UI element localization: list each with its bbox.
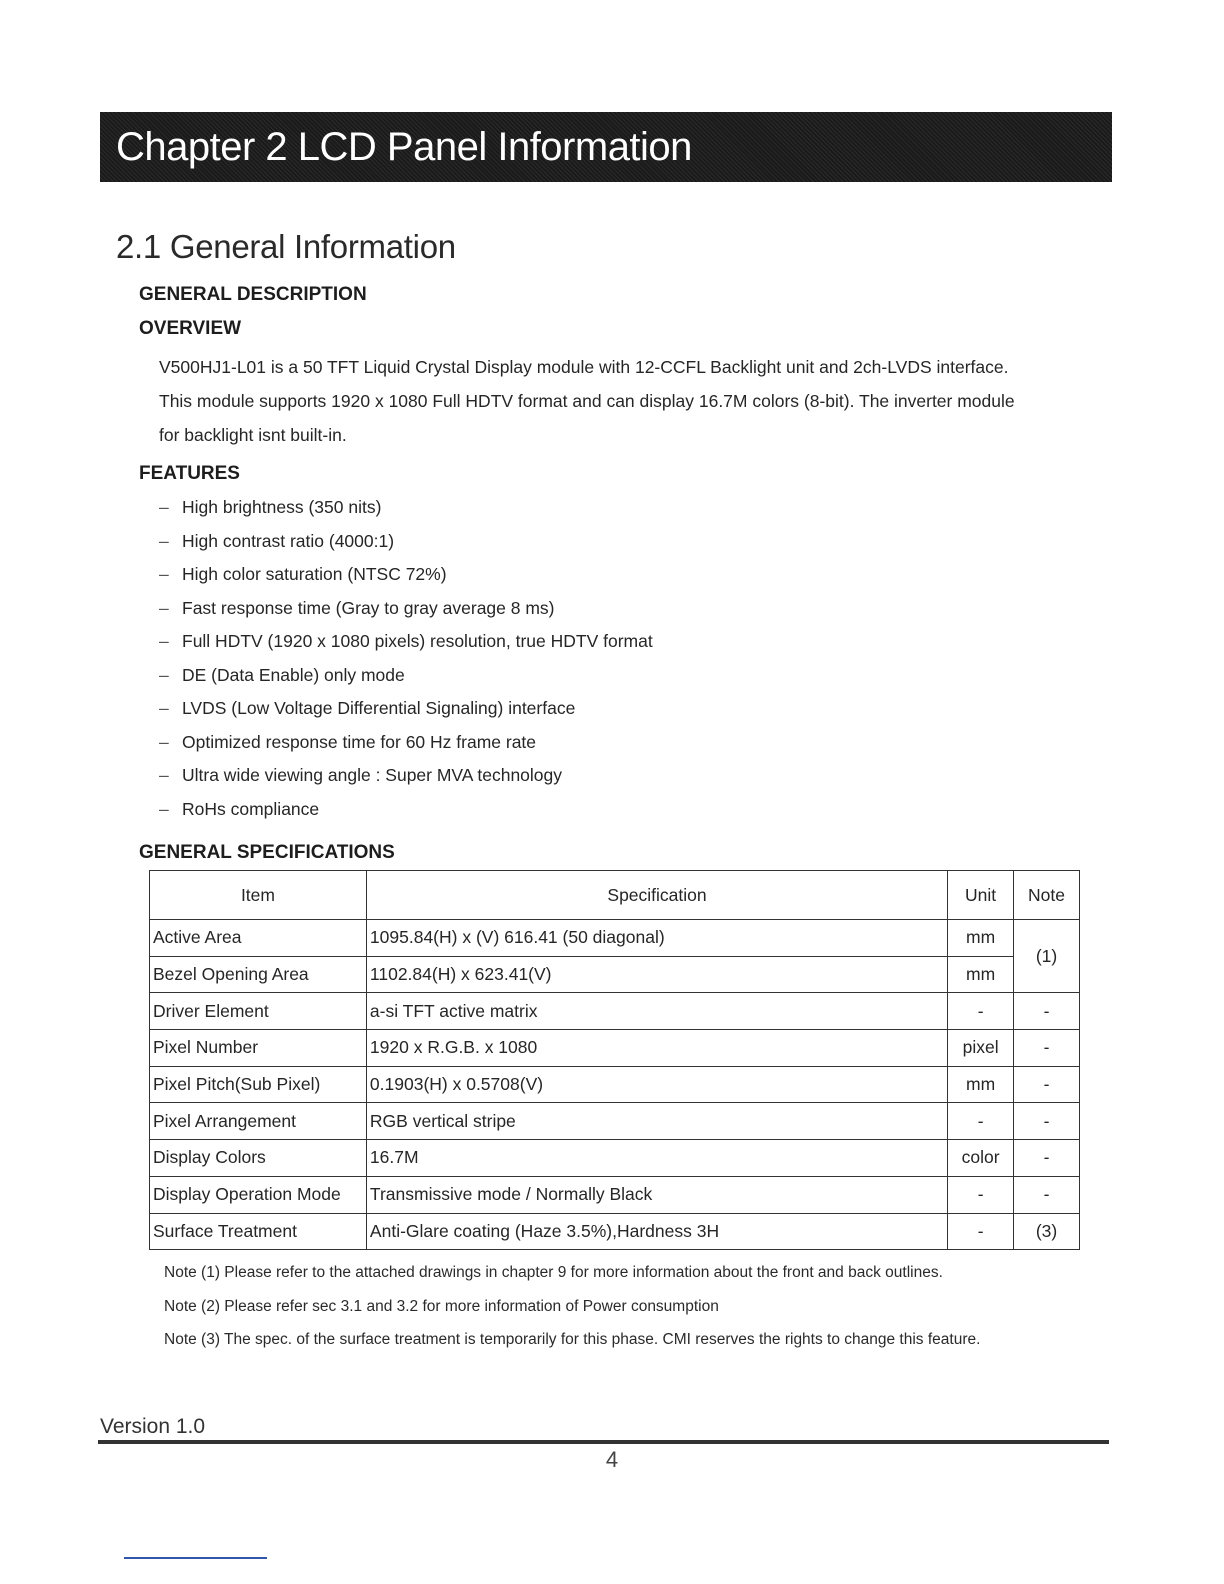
section-title: 2.1 General Information bbox=[116, 228, 456, 265]
cell-note: (3) bbox=[1014, 1213, 1080, 1250]
cell-unit: - bbox=[948, 1176, 1014, 1213]
note-line: Note (2) Please refer sec 3.1 and 3.2 for more information of Power consumption bbox=[164, 1297, 719, 1315]
cell-spec: Transmissive mode / Normally Black bbox=[366, 1176, 947, 1213]
cell-item: Pixel Pitch(Sub Pixel) bbox=[150, 1066, 367, 1103]
cell-item: Active Area bbox=[150, 920, 367, 957]
cell-item: Surface Treatment bbox=[150, 1213, 367, 1250]
feature-text: RoHs compliance bbox=[182, 798, 320, 819]
dash-icon: – bbox=[159, 530, 169, 551]
table-row bbox=[150, 1140, 1080, 1177]
cell-unit: - bbox=[948, 1213, 1014, 1250]
feature-text: High contrast ratio (4000:1) bbox=[182, 530, 395, 551]
cell-spec: a-si TFT active matrix bbox=[366, 993, 947, 1030]
cell-unit: - bbox=[948, 993, 1014, 1030]
cell-item: Pixel Arrangement bbox=[150, 1103, 367, 1140]
column-header-unit: Unit bbox=[948, 871, 1014, 920]
dash-icon: – bbox=[159, 765, 169, 785]
dash-icon: – bbox=[159, 564, 169, 584]
dash-icon: – bbox=[159, 597, 169, 618]
feature-item bbox=[159, 491, 653, 525]
overview-line: for backlight isnt built-in. bbox=[159, 425, 347, 445]
dash-icon: – bbox=[159, 497, 169, 517]
feature-item bbox=[159, 558, 653, 592]
table-row bbox=[150, 1213, 1080, 1250]
cell-note: - bbox=[1014, 993, 1080, 1030]
overview-line: V500HJ1-L01 is a 50 TFT Liquid Crystal Display module with 12-CCFL Backlight unit and 2ch-LVDS interface. bbox=[159, 357, 1009, 377]
cell-unit: - bbox=[948, 1103, 1014, 1140]
cell-spec: 0.1903(H) x 0.5708(V) bbox=[366, 1066, 947, 1103]
cell-unit: mm bbox=[948, 956, 1014, 993]
overview-line: This module supports 1920 x 1080 Full HDTV format and can display 16.7M colors (8-bit). The inverter module bbox=[159, 391, 1015, 411]
column-header-specification: Specification bbox=[366, 871, 947, 920]
feature-text: DE (Data Enable) only mode bbox=[182, 664, 405, 685]
column-header-item: Item bbox=[150, 871, 367, 920]
dash-icon: – bbox=[159, 698, 169, 718]
features-list bbox=[159, 491, 653, 826]
feature-item bbox=[159, 759, 653, 793]
feature-text: High brightness (350 nits) bbox=[182, 497, 382, 517]
table-row bbox=[150, 1030, 1080, 1067]
note-line: Note (3) The spec. of the surface treatment is temporarily for this phase. CMI reserves the rights to change this feature. bbox=[164, 1331, 981, 1348]
table-row bbox=[150, 1176, 1080, 1213]
cell-note: (1) bbox=[1014, 920, 1080, 993]
table-row bbox=[150, 1066, 1080, 1103]
feature-item bbox=[159, 592, 653, 626]
cell-note: - bbox=[1014, 1140, 1080, 1177]
specifications-heading: GENERAL SPECIFICATIONS bbox=[139, 842, 395, 863]
dash-icon: – bbox=[159, 631, 169, 651]
features-heading: FEATURES bbox=[139, 463, 240, 484]
cell-spec: 1095.84(H) x (V) 616.41 (50 diagonal) bbox=[366, 920, 947, 957]
feature-item bbox=[159, 692, 653, 726]
feature-text: Full HDTV (1920 x 1080 pixels) resolution, true HDTV format bbox=[182, 631, 653, 651]
cell-note: - bbox=[1014, 1030, 1080, 1067]
table-row bbox=[150, 956, 1080, 993]
cell-item: Bezel Opening Area bbox=[150, 956, 367, 993]
feature-item bbox=[159, 625, 653, 659]
general-description-heading: GENERAL DESCRIPTION bbox=[139, 284, 367, 305]
cell-unit: pixel bbox=[948, 1030, 1014, 1067]
specifications-table bbox=[149, 870, 1080, 1250]
feature-item bbox=[159, 525, 653, 559]
feature-text: Fast response time (Gray to gray average 8 ms) bbox=[182, 597, 555, 618]
note-line: Note (1) Please refer to the attached drawings in chapter 9 for more information about the front and back outlines. bbox=[164, 1264, 943, 1281]
table-notes bbox=[164, 1260, 980, 1361]
cell-note: - bbox=[1014, 1066, 1080, 1103]
dash-icon: – bbox=[159, 731, 169, 752]
version-label: Version 1.0 bbox=[100, 1415, 206, 1438]
overview-heading: OVERVIEW bbox=[139, 318, 242, 339]
feature-text: Ultra wide viewing angle : Super MVA technology bbox=[182, 765, 563, 785]
feature-item bbox=[159, 659, 653, 693]
dash-icon: – bbox=[159, 798, 169, 819]
table-row bbox=[150, 920, 1080, 957]
overview-paragraph bbox=[159, 350, 1089, 452]
cell-spec: 16.7M bbox=[366, 1140, 947, 1177]
chapter-banner bbox=[100, 112, 1112, 182]
feature-item bbox=[159, 726, 653, 760]
cell-spec: RGB vertical stripe bbox=[366, 1103, 947, 1140]
cell-unit: mm bbox=[948, 1066, 1014, 1103]
footnote-rule bbox=[124, 1557, 267, 1559]
table-header-row bbox=[150, 871, 1080, 920]
feature-text: LVDS (Low Voltage Differential Signaling) interface bbox=[182, 698, 576, 718]
feature-item bbox=[159, 793, 653, 827]
feature-text: Optimized response time for 60 Hz frame rate bbox=[182, 731, 537, 752]
feature-text: High color saturation (NTSC 72%) bbox=[182, 564, 447, 584]
cell-item: Display Colors bbox=[150, 1140, 367, 1177]
cell-spec: 1102.84(H) x 623.41(V) bbox=[366, 956, 947, 993]
cell-item: Driver Element bbox=[150, 993, 367, 1030]
cell-spec: 1920 x R.G.B. x 1080 bbox=[366, 1030, 947, 1067]
cell-unit: color bbox=[948, 1140, 1014, 1177]
cell-note: - bbox=[1014, 1103, 1080, 1140]
table-row bbox=[150, 993, 1080, 1030]
chapter-title: Chapter 2 LCD Panel Information bbox=[116, 124, 692, 169]
cell-item: Display Operation Mode bbox=[150, 1176, 367, 1213]
cell-unit: mm bbox=[948, 920, 1014, 957]
page-number: 4 bbox=[605, 1447, 619, 1472]
table-row bbox=[150, 1103, 1080, 1140]
cell-note: - bbox=[1014, 1176, 1080, 1213]
dash-icon: – bbox=[159, 664, 169, 685]
cell-spec: Anti-Glare coating (Haze 3.5%),Hardness 3H bbox=[366, 1213, 947, 1250]
cell-item: Pixel Number bbox=[150, 1030, 367, 1067]
footer-divider bbox=[98, 1440, 1109, 1444]
column-header-note: Note bbox=[1014, 871, 1080, 920]
